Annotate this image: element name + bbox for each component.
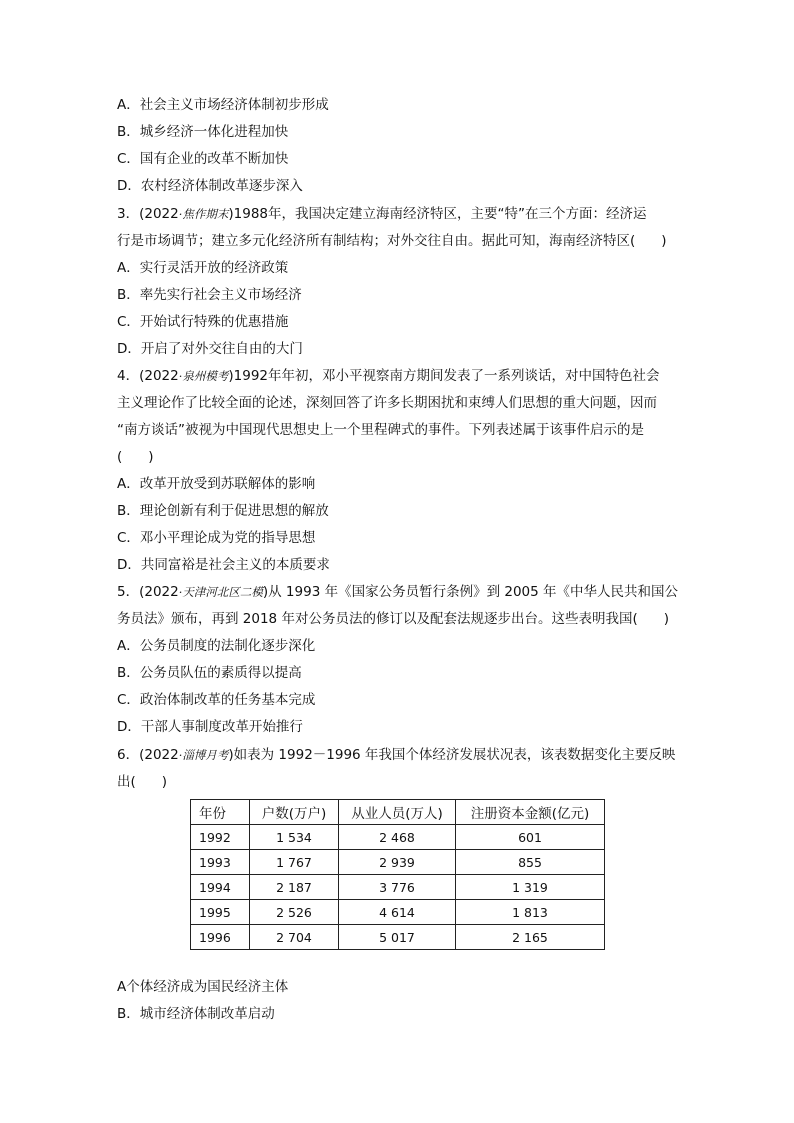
q5-stem-line-2	[117, 610, 669, 628]
table-cell: 1 319	[456, 875, 605, 900]
table-row	[191, 825, 605, 850]
table-cell: 2 165	[456, 925, 605, 950]
q2-option-d: D．农村经济体制改革逐步深入	[117, 178, 303, 194]
q3-stem-line-1	[117, 205, 647, 223]
q4-option-c: C．邓小平理论成为党的指导思想	[117, 530, 316, 546]
table-cell: 3 776	[339, 875, 456, 900]
q6-source: ·淄博月考	[178, 748, 229, 762]
q4-number: 4．(2022	[117, 368, 179, 384]
q3-option-c: C．开始试行特殊的优惠措施	[117, 314, 289, 330]
q4-source: ·泉州模考	[178, 369, 229, 383]
q5-text-2: 务员法》颁布，再到 2018 年对公务员法的修订以及配套法规逐步出台。这些表明我国(	[117, 611, 638, 627]
table-cell: 2 704	[250, 925, 339, 950]
table-cell: 1 767	[250, 850, 339, 875]
table-cell: 1 813	[456, 900, 605, 925]
q3-number: 3．(2022	[117, 206, 179, 222]
q6-option-a: A个体经济成为国民经济主体	[117, 979, 289, 995]
q5-number: 5．(2022	[117, 584, 179, 600]
q6-option-b: B．城市经济体制改革启动	[117, 1006, 275, 1022]
q5-option-a: A．公务员制度的法制化逐步深化	[117, 638, 316, 654]
data-table	[190, 799, 605, 950]
table-header-cell: 注册资本金额(亿元)	[456, 800, 605, 825]
table-header-cell: 户数(万户)	[250, 800, 339, 825]
q3-option-b: B．率先实行社会主义市场经济	[117, 287, 302, 303]
q6-text-2: 出(	[117, 774, 136, 790]
table-cell: 601	[456, 825, 605, 850]
q5-answer-paren-close: )	[663, 611, 669, 627]
q3-source: ·焦作期末	[178, 207, 229, 221]
q5-text-1: )从 1993 年《国家公务员暂行条例》到 2005 年《中华人民共和国公	[262, 584, 679, 600]
q4-stem-line-4	[117, 448, 154, 466]
q5-option-b: B．公务员队伍的素质得以提高	[117, 665, 302, 681]
q4-answer-paren-open: (	[117, 449, 123, 465]
table-row	[191, 875, 605, 900]
q4-stem-line-2: 主义理论作了比较全面的论述，深刻回答了许多长期困扰和束缚人们思想的重大问题，因而	[117, 395, 657, 411]
table-row	[191, 925, 605, 950]
q3-option-a: A．实行灵活开放的经济政策	[117, 260, 289, 276]
q3-answer-paren-close: )	[661, 233, 667, 249]
q4-answer-paren-close: )	[148, 449, 154, 465]
q6-stem-line-1	[117, 746, 675, 764]
table-row	[191, 850, 605, 875]
q4-stem-line-3: “南方谈话”被视为中国现代思想史上一个里程碑式的事件。下列表述属于该事件启示的是	[117, 422, 644, 438]
table-cell: 1996	[191, 925, 250, 950]
table-cell: 4 614	[339, 900, 456, 925]
table-cell: 855	[456, 850, 605, 875]
q2-option-a: A．社会主义市场经济体制初步形成	[117, 97, 329, 113]
table-cell: 1994	[191, 875, 250, 900]
q4-text-1: )1992年年初，邓小平视察南方期间发表了一系列谈话，对中国特色社会	[228, 368, 660, 384]
table-header-row	[191, 800, 605, 825]
q6-text-1: )如表为 1992－1996 年我国个体经济发展状况表，该表数据变化主要反映	[228, 747, 676, 763]
q4-option-a: A．改革开放受到苏联解体的影响	[117, 476, 316, 492]
table-row	[191, 900, 605, 925]
q5-stem-line-1	[117, 583, 678, 601]
table-cell: 1993	[191, 850, 250, 875]
q2-option-c: C．国有企业的改革不断加快	[117, 151, 289, 167]
q3-stem-line-2	[117, 232, 667, 250]
table-cell: 1992	[191, 825, 250, 850]
table-header-cell: 从业人员(万人)	[339, 800, 456, 825]
q3-text-2: 行是市场调节；建立多元化经济所有制结构；对外交往自由。据此可知，海南经济特区(	[117, 233, 636, 249]
q6-stem-line-2	[117, 773, 167, 791]
table-header-cell: 年份	[191, 800, 250, 825]
q6-answer-paren-close: )	[161, 774, 168, 790]
table-cell: 1995	[191, 900, 250, 925]
q4-stem-line-1	[117, 367, 660, 385]
q6-number: 6．(2022	[117, 747, 179, 763]
table-cell: 2 187	[250, 875, 339, 900]
table-cell: 1 534	[250, 825, 339, 850]
q5-option-c: C．政治体制改革的任务基本完成	[117, 692, 316, 708]
q5-option-d: D．干部人事制度改革开始推行	[117, 719, 303, 735]
q4-option-b: B．理论创新有利于促进思想的解放	[117, 503, 329, 519]
table-cell: 2 939	[339, 850, 456, 875]
table-cell: 2 526	[250, 900, 339, 925]
table-cell: 5 017	[339, 925, 456, 950]
q3-option-d: D．开启了对外交往自由的大门	[117, 341, 303, 357]
q4-option-d: D．共同富裕是社会主义的本质要求	[117, 557, 330, 573]
q5-source: ·天津河北区二模	[178, 585, 263, 599]
table-cell: 2 468	[339, 825, 456, 850]
q3-text-1: )1988年，我国决定建立海南经济特区，主要“特”在三个方面：经济运	[228, 206, 647, 222]
q2-option-b: B．城乡经济一体化进程加快	[117, 124, 289, 140]
